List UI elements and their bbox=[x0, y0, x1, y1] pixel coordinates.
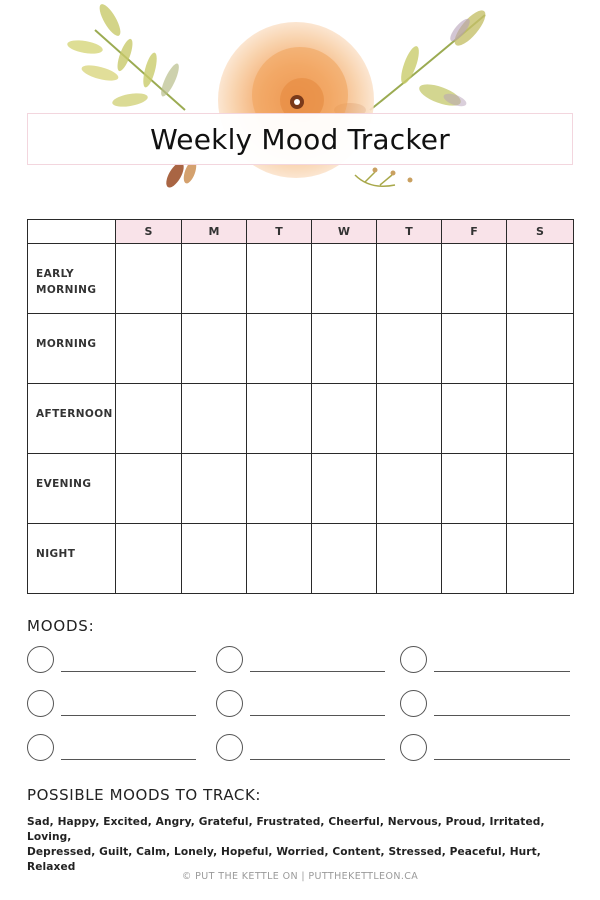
grid-row-evening bbox=[28, 454, 574, 524]
grid-cell[interactable] bbox=[377, 524, 442, 594]
possible-moods-line-2: Depressed, Guilt, Calm, Lonely, Hopeful, Worried, Content, Stressed, Peaceful, Hurt, Relaxed bbox=[27, 846, 541, 873]
grid-cell[interactable] bbox=[182, 314, 247, 384]
mood-name-line[interactable] bbox=[434, 715, 570, 716]
grid-cell[interactable] bbox=[182, 384, 247, 454]
mood-slot[interactable] bbox=[216, 734, 385, 761]
grid-cell[interactable] bbox=[116, 524, 182, 594]
grid-row-afternoon bbox=[28, 384, 574, 454]
mood-color-circle-icon[interactable] bbox=[400, 734, 427, 761]
grid-cell[interactable] bbox=[312, 244, 377, 314]
mood-name-line[interactable] bbox=[61, 671, 196, 672]
grid-cell[interactable] bbox=[116, 384, 182, 454]
day-header-friday: F bbox=[442, 220, 507, 244]
grid-cell[interactable] bbox=[116, 454, 182, 524]
grid-cell[interactable] bbox=[377, 384, 442, 454]
grid-cell[interactable] bbox=[442, 384, 507, 454]
possible-moods-line-1: Sad, Happy, Excited, Angry, Grateful, Frustrated, Cheerful, Nervous, Proud, Irritated, Loving, bbox=[27, 816, 545, 843]
possible-moods-list bbox=[27, 815, 587, 875]
day-header-sunday: S bbox=[116, 220, 182, 244]
mood-slot[interactable] bbox=[216, 690, 385, 717]
grid-cell[interactable] bbox=[442, 244, 507, 314]
mood-name-line[interactable] bbox=[434, 671, 570, 672]
grid-cell[interactable] bbox=[247, 244, 312, 314]
grid-cell[interactable] bbox=[312, 454, 377, 524]
mood-name-line[interactable] bbox=[250, 671, 385, 672]
possible-moods-heading: POSSIBLE MOODS TO TRACK: bbox=[27, 786, 262, 804]
grid-cell[interactable] bbox=[247, 314, 312, 384]
title-banner bbox=[27, 113, 573, 165]
mood-color-circle-icon[interactable] bbox=[27, 646, 54, 673]
grid-cell[interactable] bbox=[507, 454, 574, 524]
grid-cell[interactable] bbox=[116, 244, 182, 314]
grid-row-early-morning bbox=[28, 244, 574, 314]
mood-slot[interactable] bbox=[400, 734, 570, 761]
mood-color-circle-icon[interactable] bbox=[27, 690, 54, 717]
grid-header-row bbox=[28, 220, 574, 244]
mood-slot[interactable] bbox=[27, 690, 196, 717]
grid-cell[interactable] bbox=[247, 454, 312, 524]
mood-slot[interactable] bbox=[400, 690, 570, 717]
mood-name-line[interactable] bbox=[250, 715, 385, 716]
mood-tracker-grid bbox=[27, 219, 574, 594]
grid-cell[interactable] bbox=[182, 524, 247, 594]
row-label-evening: EVENING bbox=[28, 454, 116, 524]
grid-cell[interactable] bbox=[442, 454, 507, 524]
day-header-thursday: T bbox=[377, 220, 442, 244]
mood-slot[interactable] bbox=[27, 646, 196, 673]
mood-slot[interactable] bbox=[400, 646, 570, 673]
grid-cell[interactable] bbox=[442, 524, 507, 594]
mood-name-line[interactable] bbox=[250, 759, 385, 760]
mood-name-line[interactable] bbox=[61, 759, 196, 760]
mood-color-circle-icon[interactable] bbox=[216, 734, 243, 761]
grid-cell[interactable] bbox=[507, 314, 574, 384]
row-label-afternoon: AFTERNOON bbox=[28, 384, 116, 454]
grid-cell[interactable] bbox=[507, 384, 574, 454]
mood-color-circle-icon[interactable] bbox=[216, 646, 243, 673]
grid-cell[interactable] bbox=[182, 454, 247, 524]
mood-color-circle-icon[interactable] bbox=[27, 734, 54, 761]
mood-slot[interactable] bbox=[27, 734, 196, 761]
grid-cell[interactable] bbox=[377, 314, 442, 384]
mood-color-circle-icon[interactable] bbox=[216, 690, 243, 717]
mood-slot[interactable] bbox=[216, 646, 385, 673]
footer-copyright: © PUT THE KETTLE ON | PUTTHEKETTLEON.CA bbox=[181, 871, 419, 882]
row-label-early-morning: EARLY MORNING bbox=[28, 244, 116, 314]
grid-row-morning bbox=[28, 314, 574, 384]
floral-decoration-icon bbox=[0, 0, 600, 200]
mood-name-line[interactable] bbox=[434, 759, 570, 760]
grid-cell[interactable] bbox=[312, 524, 377, 594]
grid-corner-cell bbox=[28, 220, 116, 244]
grid-cell[interactable] bbox=[442, 314, 507, 384]
grid-cell[interactable] bbox=[377, 454, 442, 524]
row-label-morning: MORNING bbox=[28, 314, 116, 384]
grid-cell[interactable] bbox=[116, 314, 182, 384]
grid-cell[interactable] bbox=[377, 244, 442, 314]
grid-cell[interactable] bbox=[312, 384, 377, 454]
day-header-saturday: S bbox=[507, 220, 574, 244]
day-header-monday: M bbox=[182, 220, 247, 244]
mood-color-circle-icon[interactable] bbox=[400, 646, 427, 673]
row-label-night: NIGHT bbox=[28, 524, 116, 594]
grid-cell[interactable] bbox=[247, 524, 312, 594]
grid-cell[interactable] bbox=[247, 384, 312, 454]
grid-cell[interactable] bbox=[507, 524, 574, 594]
page-title: Weekly Mood Tracker bbox=[150, 122, 450, 156]
grid-row-night bbox=[28, 524, 574, 594]
mood-color-circle-icon[interactable] bbox=[400, 690, 427, 717]
mood-name-line[interactable] bbox=[61, 715, 196, 716]
grid-cell[interactable] bbox=[507, 244, 574, 314]
grid-cell[interactable] bbox=[312, 314, 377, 384]
moods-heading: MOODS: bbox=[27, 617, 95, 635]
grid-cell[interactable] bbox=[182, 244, 247, 314]
day-header-wednesday: W bbox=[312, 220, 377, 244]
day-header-tuesday: T bbox=[247, 220, 312, 244]
